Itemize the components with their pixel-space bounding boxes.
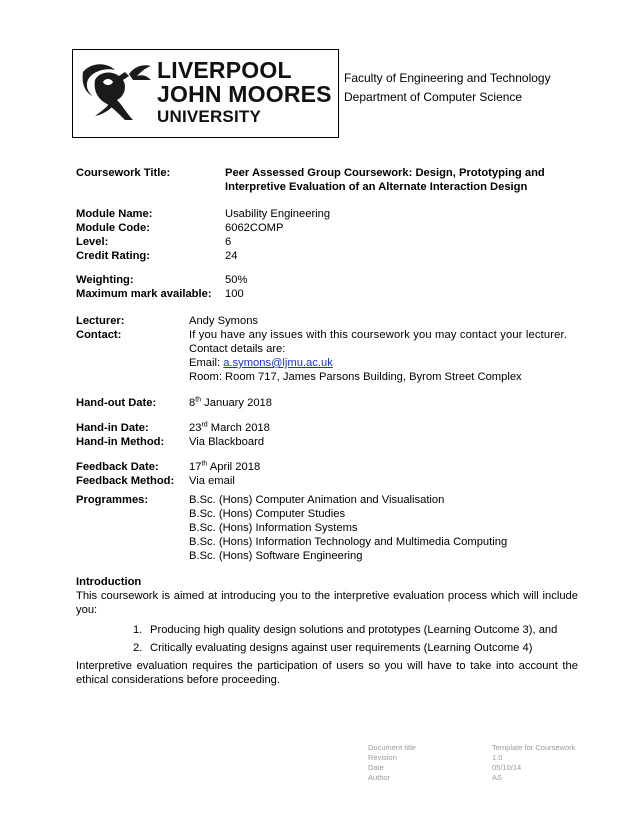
- hand-out-suffix: th: [195, 396, 202, 404]
- feedback-day: 17: [189, 461, 202, 473]
- room-line: Room: Room 717, James Parsons Building, Byrom Street Complex: [189, 371, 522, 383]
- hand-in-method-label: Hand-in Method:: [76, 436, 165, 448]
- hand-out-month-year: January 2018: [201, 397, 272, 409]
- weighting-value: 50%: [225, 274, 248, 286]
- programme-item: B.Sc. (Hons) Computer Studies: [189, 508, 346, 520]
- feedback-suffix: th: [201, 460, 208, 468]
- max-mark-label: Maximum mark available:: [76, 288, 212, 300]
- hand-in-method-value: Via Blackboard: [189, 436, 265, 448]
- coursework-title-line-1: Peer Assessed Group Coursework: Design, Prototyping and: [225, 167, 545, 179]
- list-item-number: 1.: [133, 624, 143, 636]
- footer-label: Document title: [368, 743, 416, 752]
- contact-line-2: Contact details are:: [189, 343, 286, 355]
- hand-in-date-value: [189, 421, 270, 435]
- level-value: 6: [225, 236, 232, 248]
- liver-bird-icon: [77, 56, 155, 130]
- introduction-paragraph-2: Interpretive evaluation requires the participation of users so you will have to take into account the ethical considerations before proceeding.: [76, 660, 578, 686]
- footer-value: 1.0: [492, 753, 503, 762]
- footer-value: Template for Coursework: [492, 743, 576, 752]
- list-item-number: 2.: [133, 642, 143, 654]
- feedback-month-year: April 2018: [207, 461, 261, 473]
- footer-value: 05/10/14: [492, 763, 522, 772]
- faculty-name: Faculty of Engineering and Technology: [344, 71, 551, 85]
- feedback-date-label: Feedback Date:: [76, 461, 159, 473]
- university-logo: [72, 49, 339, 138]
- programme-item: B.Sc. (Hons) Information Technology and Multimedia Computing: [189, 536, 508, 548]
- module-code-label: Module Code:: [76, 222, 150, 234]
- level-label: Level:: [76, 236, 109, 248]
- list-item: Producing high quality design solutions and prototypes (Learning Outcome 3), and: [150, 624, 558, 636]
- feedback-method-label: Feedback Method:: [76, 475, 175, 487]
- lecturer-value: Andy Symons: [189, 315, 259, 327]
- credit-rating-value: 24: [225, 250, 238, 262]
- credit-rating-label: Credit Rating:: [76, 250, 150, 262]
- list-item: Critically evaluating designs against user requirements (Learning Outcome 4): [150, 642, 533, 654]
- weighting-label: Weighting:: [76, 274, 134, 286]
- contact-line-1: If you have any issues with this coursework you may contact your lecturer.: [189, 329, 567, 341]
- footer-label: Revision: [368, 753, 397, 762]
- introduction-heading: Introduction: [76, 576, 142, 588]
- lecturer-label: Lecturer:: [76, 315, 125, 327]
- email-link[interactable]: a.symons@ljmu.ac.uk: [223, 357, 333, 369]
- programme-item: B.Sc. (Hons) Software Engineering: [189, 550, 363, 562]
- logo-line-2: JOHN MOORES: [157, 81, 332, 107]
- coursework-title-label: Coursework Title:: [76, 167, 171, 179]
- module-name-value: Usability Engineering: [225, 208, 331, 220]
- email-line: [189, 356, 333, 370]
- module-code-value: 6062COMP: [225, 222, 284, 234]
- programmes-label: Programmes:: [76, 494, 149, 506]
- feedback-method-value: Via email: [189, 475, 235, 487]
- hand-in-day: 23: [189, 422, 202, 434]
- footer-value: AS: [492, 773, 503, 782]
- logo-line-1: LIVERPOOL: [157, 57, 292, 83]
- module-name-label: Module Name:: [76, 208, 153, 220]
- max-mark-value: 100: [225, 288, 244, 300]
- programme-item: B.Sc. (Hons) Computer Animation and Visualisation: [189, 494, 445, 506]
- department-name: Department of Computer Science: [344, 90, 523, 104]
- contact-label: Contact:: [76, 329, 122, 341]
- hand-out-day: 8: [189, 397, 196, 409]
- hand-out-date-value: [189, 396, 272, 410]
- hand-in-suffix: rd: [201, 421, 208, 429]
- feedback-date-value: [189, 460, 260, 474]
- logo-line-3: UNIVERSITY: [157, 107, 262, 126]
- introduction-paragraph-1: This coursework is aimed at introducing you to the interpretive evaluation process which will include you:: [76, 590, 578, 616]
- footer-label: Date: [368, 763, 384, 772]
- email-prefix: Email:: [189, 357, 224, 369]
- programme-item: B.Sc. (Hons) Information Systems: [189, 522, 358, 534]
- hand-in-date-label: Hand-in Date:: [76, 422, 149, 434]
- hand-in-month-year: March 2018: [207, 422, 270, 434]
- footer-label: Author: [368, 773, 391, 782]
- hand-out-date-label: Hand-out Date:: [76, 397, 157, 409]
- coursework-title-line-2: Interpretive Evaluation of an Alternate Interaction Design: [225, 181, 528, 193]
